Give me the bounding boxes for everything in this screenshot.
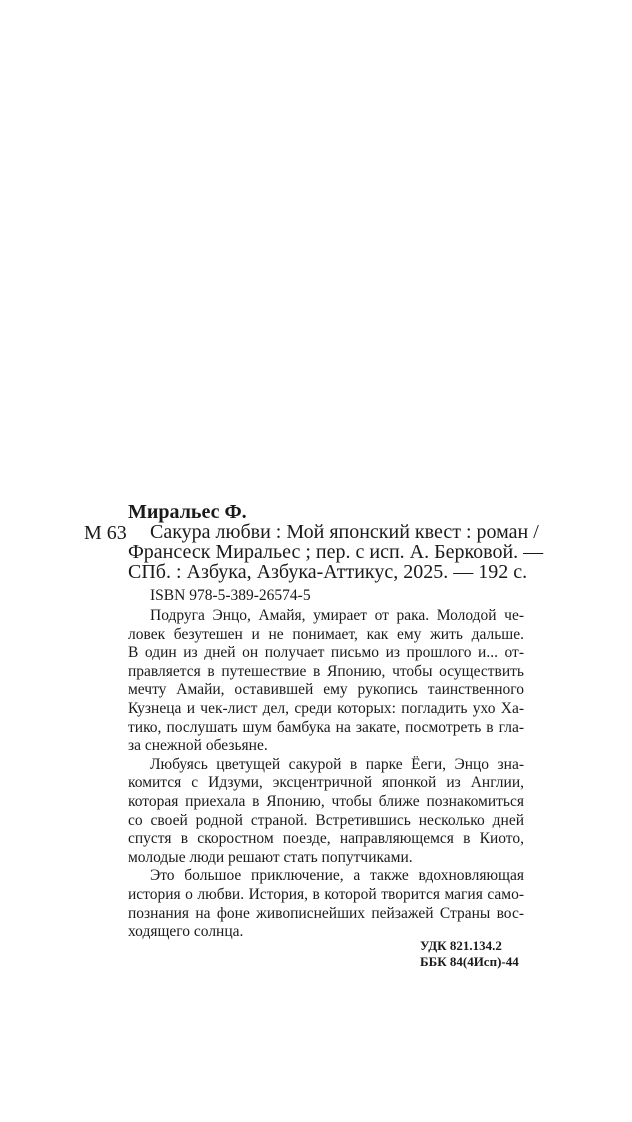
abstract-line: правляется в путешествие в Японию, чтобы осуществить xyxy=(128,662,524,680)
isbn: ISBN 978-5-389-26574-5 xyxy=(150,587,311,604)
abstract-line: молодые люди решают стать попутчиками. xyxy=(128,848,413,866)
abstract-line: спустя в скоростном поезде, направляющемся в Киото, xyxy=(128,830,524,848)
abstract-line: тико, послушать шум бамбука на закате, посмотреть в гла- xyxy=(128,718,524,736)
author-heading: Миральес Ф. xyxy=(128,501,247,523)
udc-code: УДК 821.134.2 xyxy=(420,938,502,953)
abstract-line: Это большое приключение, а также вдохновляющая xyxy=(150,867,524,885)
bibliographic-line: Франсеск Миральес ; пер. с исп. А. Берковой. — xyxy=(128,541,544,563)
abstract-line: ловек безутешен и не понимает, как ему жить дальше. xyxy=(128,625,524,643)
abstract-line: комится с Идзуми, эксцентричной японкой из Англии, xyxy=(128,774,524,792)
abstract-line: которая приехала в Японию, чтобы ближе познакомиться xyxy=(128,793,524,810)
abstract-line: за снежной обезьяне. xyxy=(128,737,268,755)
abstract-line: Подруга Энцо, Амайя, умирает от рака. Молодой че- xyxy=(150,607,524,624)
bbk-code: ББК 84(4Исп)-44 xyxy=(420,954,519,969)
abstract-line: Кузнеца и чек-лист дел, среди которых: погладить ухо Ха- xyxy=(128,700,524,717)
abstract-line: со своей родной страной. Встретившись несколько дней xyxy=(128,811,524,829)
classification-code: М 63 xyxy=(84,522,127,544)
abstract-line: познания на фоне живописнейших пейзажей Страны вос- xyxy=(128,904,524,922)
abstract-line: ходящего солнца. xyxy=(128,923,244,941)
abstract-line: Любуясь цветущей сакурой в парке Ёеги, Энцо зна- xyxy=(150,755,524,773)
bibliographic-line: Сакура любви : Мой японский квест : роман / xyxy=(150,521,539,543)
abstract-line: мечту Амайи, оставившей ему рукопись таинственного xyxy=(128,681,524,699)
abstract-line: В один из дней он получает письмо из прошлого и... от- xyxy=(128,644,524,662)
bibliographic-line: СПб. : Азбука, Азбука-Аттикус, 2025. — 192 с. xyxy=(128,561,528,583)
abstract-line: история о любви. История, в которой творится магия само- xyxy=(128,886,524,903)
